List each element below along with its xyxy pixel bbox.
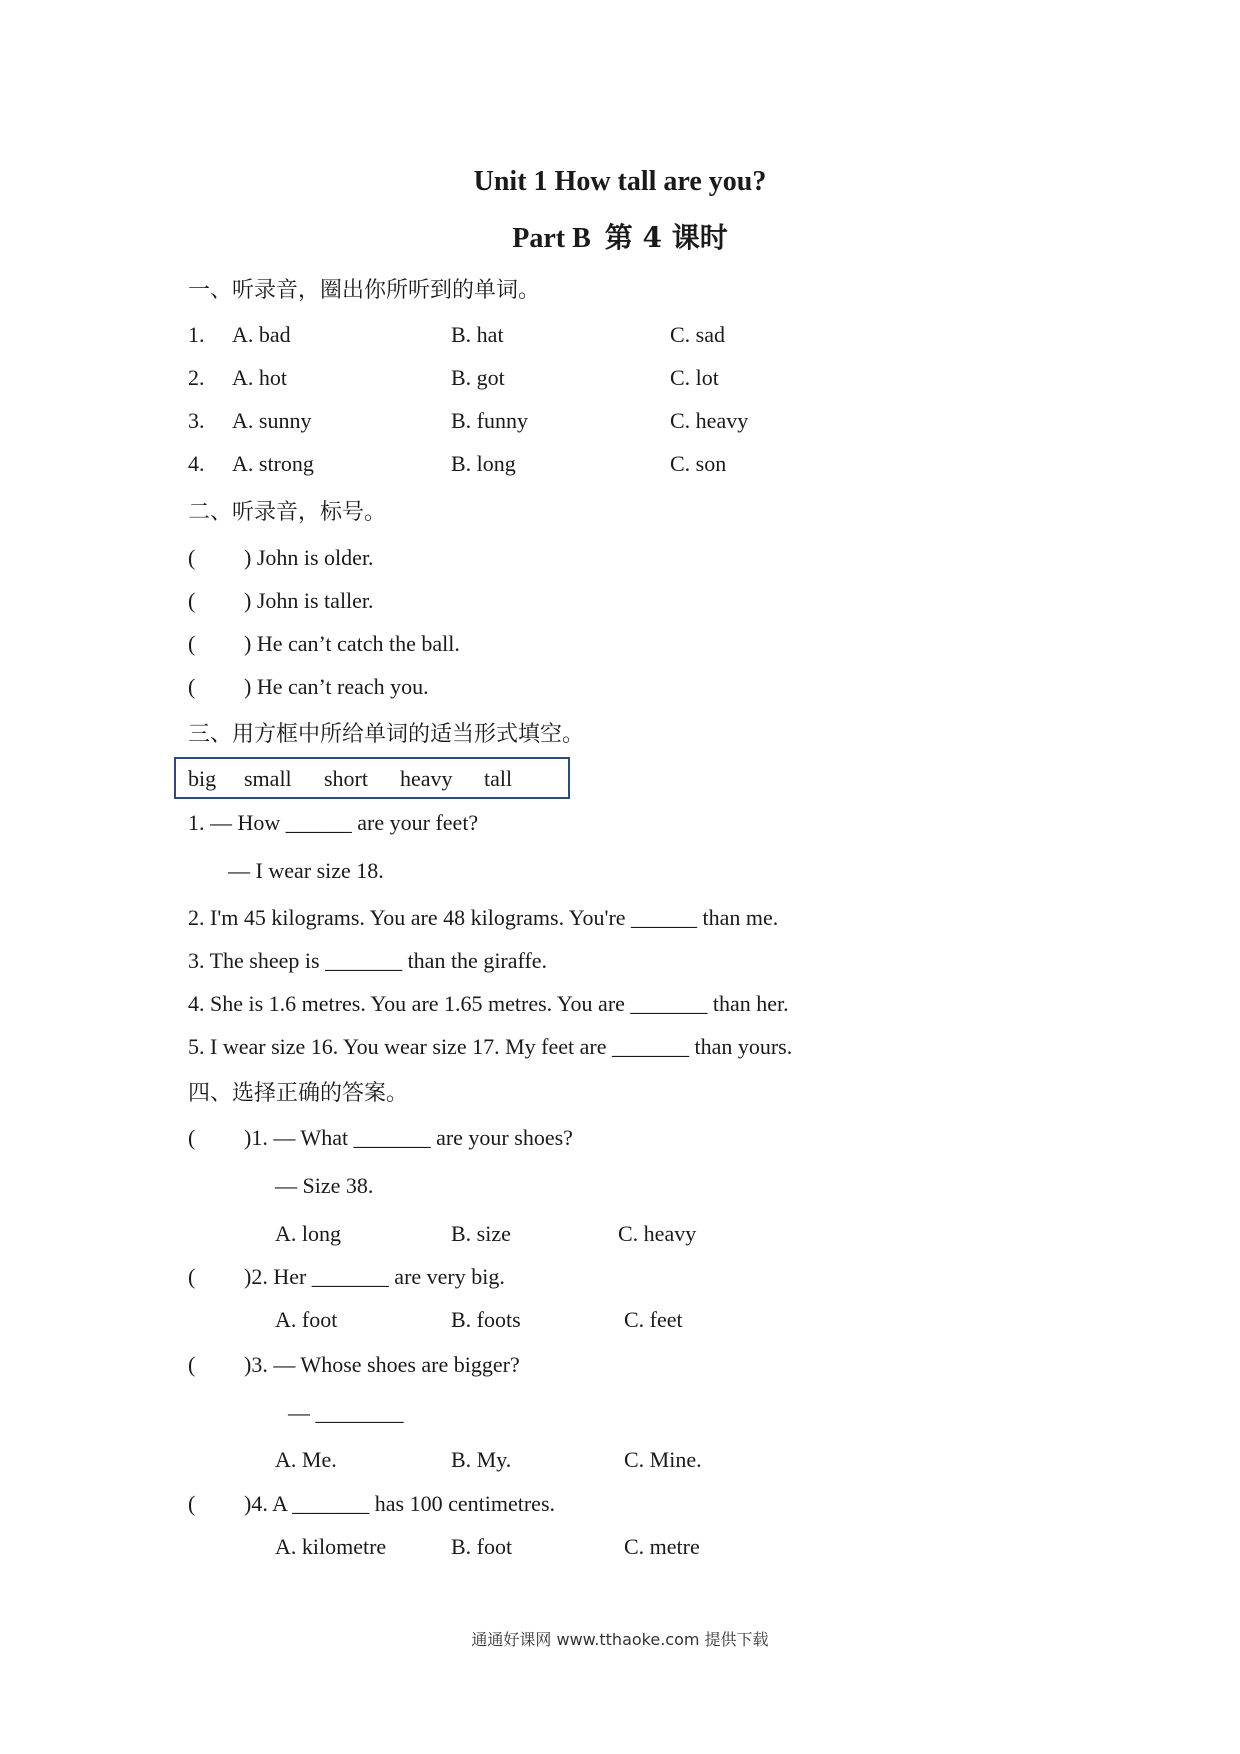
- s2-item-1-paren: (: [188, 545, 196, 570]
- s1-q1-option-b: B. hat: [451, 322, 504, 347]
- section-2-heading: 二、听录音，标号。: [188, 500, 387, 525]
- footer-credit: 通通好课网 www.tthaoke.com 提供下载: [471, 1630, 769, 1649]
- section-3-heading: 三、用方框中所给单词的适当形式填空。: [188, 722, 585, 747]
- word-bank-word: small: [244, 766, 292, 791]
- s4-q2-paren: (: [188, 1264, 196, 1289]
- s4-q1-option-a: A. long: [275, 1221, 341, 1246]
- s1-q1-number: 1.: [188, 322, 205, 347]
- s2-item-3-paren: (: [188, 631, 196, 656]
- s3-q1-line1: 1. — How ______ are your feet?: [188, 810, 479, 835]
- page-title: Unit 1 How tall are you?: [473, 166, 767, 197]
- s1-q2-number: 2.: [188, 365, 205, 390]
- s4-q1-option-b: B. size: [451, 1221, 511, 1246]
- s1-q3-number: 3.: [188, 408, 205, 433]
- s4-q3-line2: — ________: [288, 1400, 404, 1425]
- s4-q1-paren: (: [188, 1125, 196, 1150]
- s1-q2-option-b: B. got: [451, 365, 505, 390]
- s4-q3-stem: )3. — Whose shoes are bigger?: [244, 1352, 520, 1377]
- s4-q3-paren: (: [188, 1352, 196, 1377]
- subtitle-lesson: 第 4 课时: [604, 221, 728, 254]
- s4-q1-stem: )1. — What _______ are your shoes?: [244, 1125, 573, 1150]
- s4-q2-stem: )2. Her _______ are very big.: [244, 1264, 505, 1289]
- s3-q3: 3. The sheep is _______ than the giraffe.: [188, 948, 548, 973]
- s1-q4-number: 4.: [188, 451, 205, 476]
- s2-item-2-paren: (: [188, 588, 196, 613]
- page-subtitle: [0, 216, 1240, 256]
- s4-q4-option-a: A. kilometre: [275, 1534, 387, 1559]
- s4-q3-option-c: C. Mine.: [624, 1447, 702, 1472]
- s1-q4-option-c: C. son: [670, 451, 727, 476]
- s1-q3-option-a: A. sunny: [232, 408, 312, 433]
- s2-item-4: ) He can’t reach you.: [244, 674, 429, 699]
- section-4-heading: 四、选择正确的答案。: [188, 1081, 409, 1106]
- word-bank-box: [174, 757, 570, 799]
- subtitle-part: Part B: [512, 223, 591, 254]
- s3-q2: 2. I'm 45 kilograms. You are 48 kilograms. You're ______ than me.: [188, 905, 779, 930]
- s3-q1-line2: — I wear size 18.: [228, 858, 384, 883]
- s4-q3-option-b: B. My.: [451, 1447, 512, 1472]
- s1-q4-option-a: A. strong: [232, 451, 314, 476]
- s4-q4-option-c: C. metre: [624, 1534, 700, 1559]
- s4-q1-option-c: C. heavy: [618, 1221, 697, 1246]
- s3-q4: 4. She is 1.6 metres. You are 1.65 metres. You are _______ than her.: [188, 991, 789, 1016]
- s4-q1-line2: — Size 38.: [275, 1173, 374, 1198]
- s4-q3-option-a: A. Me.: [275, 1447, 337, 1472]
- word-bank-word: heavy: [400, 766, 453, 791]
- s3-q5: 5. I wear size 16. You wear size 17. My feet are _______ than yours.: [188, 1034, 793, 1059]
- s4-q2-option-a: A. foot: [275, 1307, 338, 1332]
- s1-q1-option-a: A. bad: [232, 322, 291, 347]
- s1-q2-option-a: A. hot: [232, 365, 287, 390]
- s1-q3-option-b: B. funny: [451, 408, 528, 433]
- s4-q2-option-c: C. feet: [624, 1307, 683, 1332]
- s4-q4-paren: (: [188, 1491, 196, 1516]
- s2-item-3: ) He can’t catch the ball.: [244, 631, 460, 656]
- s2-item-1: ) John is older.: [244, 545, 374, 570]
- s2-item-4-paren: (: [188, 674, 196, 699]
- s4-q2-option-b: B. foots: [451, 1307, 521, 1332]
- s4-q4-stem: )4. A _______ has 100 centimetres.: [244, 1491, 556, 1516]
- s1-q3-option-c: C. heavy: [670, 408, 749, 433]
- section-1-heading: 一、听录音，圈出你所听到的单词。: [188, 278, 541, 303]
- s4-q4-option-b: B. foot: [451, 1534, 513, 1559]
- s1-q4-option-b: B. long: [451, 451, 516, 476]
- word-bank-word: short: [324, 766, 368, 791]
- word-bank-word: tall: [484, 766, 513, 791]
- word-bank-word: big: [188, 766, 217, 791]
- s2-item-2: ) John is taller.: [244, 588, 374, 613]
- s1-q1-option-c: C. sad: [670, 322, 725, 347]
- s1-q2-option-c: C. lot: [670, 365, 719, 390]
